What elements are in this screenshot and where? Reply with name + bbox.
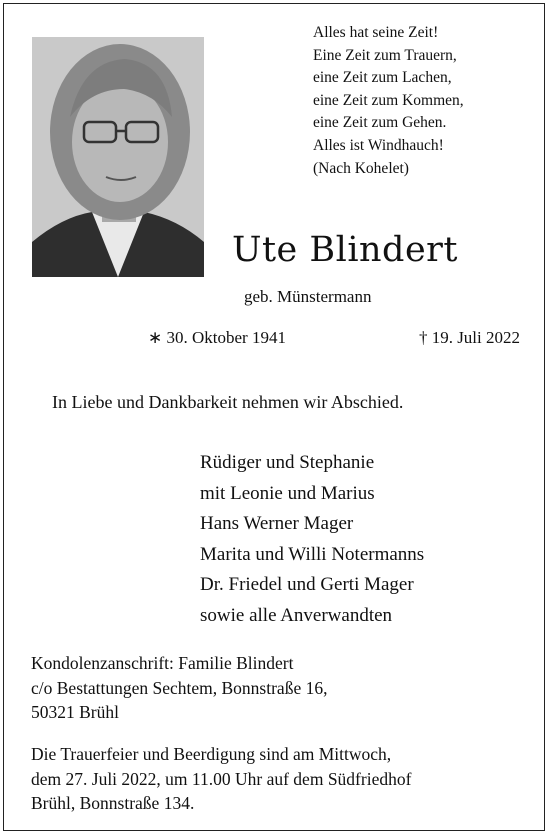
- death-date: † 19. Juli 2022: [418, 328, 520, 347]
- family-line: Marita und Willi Notermanns: [200, 543, 425, 565]
- quote-line: Alles ist Windhauch!: [313, 136, 444, 154]
- family-line: mit Leonie und Marius: [200, 482, 375, 504]
- address-line: c/o Bestattungen Sechtem, Bonnstraße 16,: [31, 677, 328, 698]
- family-line: sowie alle Anverwandten: [200, 604, 393, 626]
- birth-date: ∗ 30. Oktober 1941: [148, 328, 286, 347]
- ceremony-info: [31, 742, 411, 816]
- family-line: Hans Werner Mager: [200, 513, 354, 534]
- quote-line: eine Zeit zum Kommen,: [313, 91, 464, 109]
- family-list: [200, 448, 424, 631]
- birth-name: geb. Münstermann: [244, 287, 372, 306]
- address-line: 50321 Brühl: [31, 702, 119, 722]
- quote-block: [313, 22, 533, 180]
- quote-line: eine Zeit zum Gehen.: [313, 114, 447, 132]
- family-line: Rüdiger und Stephanie: [200, 452, 375, 473]
- ceremony-line: dem 27. Juli 2022, um 11.00 Uhr auf dem Südfriedhof: [31, 768, 412, 789]
- farewell-text: In Liebe und Dankbarkeit nehmen wir Abschied.: [52, 392, 404, 412]
- ceremony-line: Die Trauerfeier und Beerdigung sind am Mittwoch,: [31, 744, 392, 764]
- quote-line: eine Zeit zum Lachen,: [313, 69, 452, 87]
- quote-source: (Nach Kohelet): [313, 159, 409, 177]
- portrait-photo: [32, 37, 204, 277]
- quote-line: Eine Zeit zum Trauern,: [313, 46, 457, 64]
- deceased-name: Ute Blindert: [232, 230, 458, 270]
- family-line: Dr. Friedel und Gerti Mager: [200, 574, 414, 595]
- address-line: Kondolenzanschrift: Familie Blindert: [31, 653, 294, 673]
- ceremony-line: Brühl, Bonnstraße 134.: [31, 793, 195, 813]
- quote-line: Alles hat seine Zeit!: [313, 24, 439, 41]
- condolence-address: [31, 651, 327, 725]
